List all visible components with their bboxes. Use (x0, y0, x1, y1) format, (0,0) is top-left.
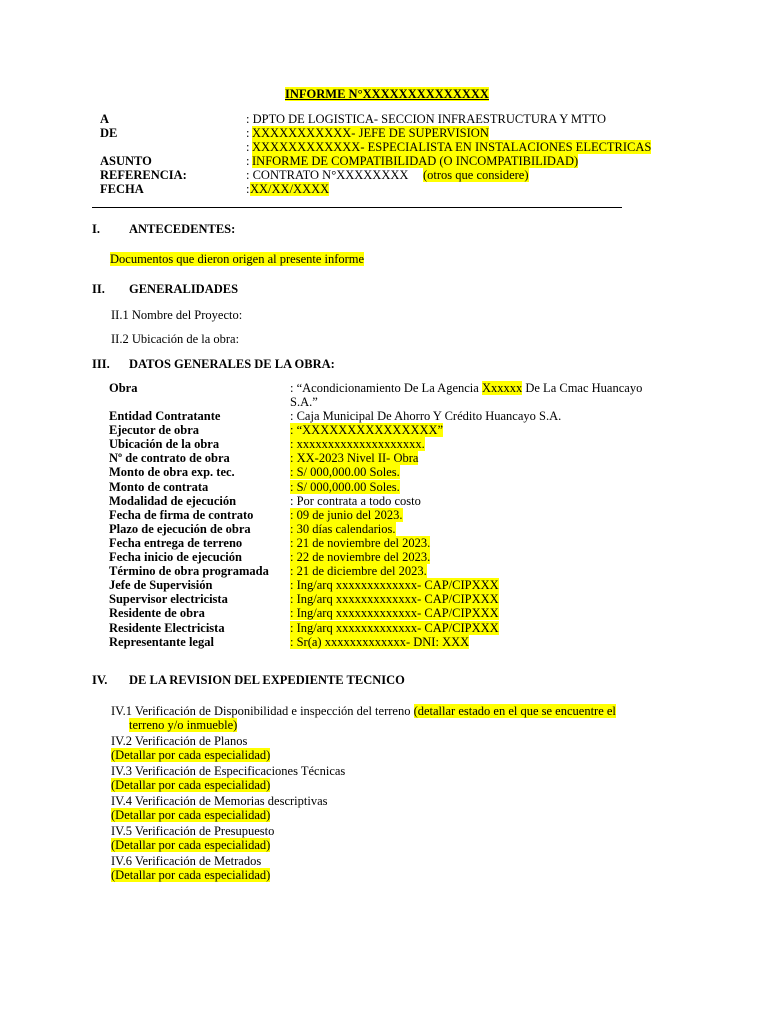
section-4-item-1-note: (detallar estado en el que se encuentre el (413, 704, 616, 718)
datos-row-value: : S/ 000,000.00 Soles. (290, 465, 400, 479)
datos-row-value: : XX-2023 Nivel II- Obra (290, 451, 419, 465)
datos-row-label: Fecha de firma de contrato (109, 508, 254, 522)
section-4-item-5-note: (Detallar por cada especialidad) (111, 838, 271, 852)
header-fecha-label: FECHA (100, 182, 144, 196)
datos-row-value: : Caja Municipal De Ahorro Y Crédito Huancayo S.A. (290, 409, 562, 423)
header-fecha-value: XX/XX/XXXX (250, 182, 330, 196)
datos-row-value: : Ing/arq xxxxxxxxxxxxx- CAP/CIPXXX (290, 606, 499, 620)
header-a-label: A (100, 112, 110, 126)
datos-row-label: Monto de obra exp. tec. (109, 465, 235, 479)
datos-row-value: : 21 de diciembre del 2023. (290, 564, 427, 578)
section-4-item-1-note-continued: terreno y/o inmueble) (129, 718, 238, 732)
header-divider (92, 207, 622, 208)
datos-row-label: Monto de contrata (109, 480, 209, 494)
obra-value-highlight: Xxxxxx (481, 381, 523, 395)
datos-row-value: : Por contrata a todo costo (290, 494, 421, 508)
section-4-item-3-note: (Detallar por cada especialidad) (111, 778, 271, 792)
datos-row-label: Residente de obra (109, 606, 205, 620)
obra-value-continued: S.A.” (290, 395, 318, 409)
datos-row-label: Supervisor electricista (109, 592, 228, 606)
section-4-item-4-note: (Detallar por cada especialidad) (111, 808, 271, 822)
datos-row-value: : S/ 000,000.00 Soles. (290, 480, 400, 494)
datos-row-label: Modalidad de ejecución (109, 494, 237, 508)
header-ref-value: : CONTRATO N°XXXXXXXX (246, 168, 409, 182)
obra-value-part-a: : “Acondicionamiento De La Agencia (290, 381, 479, 395)
section-2-title: GENERALIDADES (129, 282, 239, 296)
section-4-item-1-text: IV.1 Verificación de Disponibilidad e inspección del terreno (111, 704, 411, 718)
section-4-item-2: IV.2 Verificación de Planos (111, 734, 248, 748)
section-3-title: DATOS GENERALES DE LA OBRA: (129, 357, 335, 371)
datos-row-value: : “XXXXXXXXXXXXXXX” (290, 423, 444, 437)
section-4-item-6: IV.6 Verificación de Metrados (111, 854, 262, 868)
datos-row-value: : 21 de noviembre del 2023. (290, 536, 431, 550)
obra-value-part-b: De La Cmac Huancayo (525, 381, 643, 395)
header-de-value-1: XXXXXXXXXXX- JEFE DE SUPERVISION (252, 126, 489, 140)
datos-row-label: Término de obra programada (109, 564, 269, 578)
section-4-item-5: IV.5 Verificación de Presupuesto (111, 824, 275, 838)
obra-value (290, 381, 642, 395)
datos-row-label: Entidad Contratante (109, 409, 221, 423)
header-asunto-colon: : (246, 154, 250, 168)
datos-row-label: Ejecutor de obra (109, 423, 200, 437)
section-3-number: III. (92, 357, 110, 371)
header-ref-extra: (otros que considere) (423, 168, 529, 182)
datos-row-value: : Ing/arq xxxxxxxxxxxxx- CAP/CIPXXX (290, 592, 499, 606)
datos-row-value: : Ing/arq xxxxxxxxxxxxx- CAP/CIPXXX (290, 578, 499, 592)
datos-row-label: Residente Electricista (109, 621, 225, 635)
section-4-item-2-note: (Detallar por cada especialidad) (111, 748, 271, 762)
section-4-item-4: IV.4 Verificación de Memorias descriptivas (111, 794, 328, 808)
datos-row-label: Fecha inicio de ejecución (109, 550, 242, 564)
header-de-value-2: XXXXXXXXXXXX- ESPECIALISTA EN INSTALACIONES ELECTRICAS (252, 140, 652, 154)
datos-row-value: : xxxxxxxxxxxxxxxxxxxx. (290, 437, 425, 451)
section-1-title: ANTECEDENTES: (129, 222, 236, 236)
datos-row-label: Nº de contrato de obra (109, 451, 230, 465)
header-asunto-value: INFORME DE COMPATIBILIDAD (O INCOMPATIBILIDAD) (252, 154, 579, 168)
header-a-value: : DPTO DE LOGISTICA- SECCION INFRAESTRUCTURA Y MTTO (246, 112, 607, 126)
section-2-number: II. (92, 282, 105, 296)
header-ref-label: REFERENCIA: (100, 168, 187, 182)
datos-row-label: Fecha entrega de terreno (109, 536, 243, 550)
section-4-item-1 (111, 704, 616, 718)
datos-row-label: Jefe de Supervisión (109, 578, 213, 592)
section-4-number: IV. (92, 673, 108, 687)
header-de-colon-1: : (246, 126, 250, 140)
datos-row-value: : 22 de noviembre del 2023. (290, 550, 431, 564)
header-fecha-colon: : (246, 182, 250, 196)
datos-row-label: Plazo de ejecución de obra (109, 522, 251, 536)
document-title: INFORME N°XXXXXXXXXXXXXX (285, 87, 489, 101)
datos-row-value: : 09 de junio del 2023. (290, 508, 403, 522)
datos-row-value: : 30 días calendarios. (290, 522, 396, 536)
obra-label: Obra (109, 381, 138, 395)
datos-row-value: : Sr(a) xxxxxxxxxxxxx- DNI: XXX (290, 635, 470, 649)
section-4-item-6-note: (Detallar por cada especialidad) (111, 868, 271, 882)
datos-row-label: Ubicación de la obra (109, 437, 220, 451)
section-2-item-2: II.2 Ubicación de la obra: (111, 332, 240, 346)
section-1-text: Documentos que dieron origen al presente informe (110, 252, 365, 266)
section-4-item-3: IV.3 Verificación de Especificaciones Técnicas (111, 764, 346, 778)
header-de-colon-2: : (246, 140, 250, 154)
datos-row-value: : Ing/arq xxxxxxxxxxxxx- CAP/CIPXXX (290, 621, 499, 635)
header-asunto-label: ASUNTO (100, 154, 152, 168)
section-4-title: DE LA REVISION DEL EXPEDIENTE TECNICO (129, 673, 405, 687)
section-1-number: I. (92, 222, 100, 236)
header-de-label: DE (100, 126, 118, 140)
datos-row-label: Representante legal (109, 635, 214, 649)
section-2-item-1: II.1 Nombre del Proyecto: (111, 308, 243, 322)
